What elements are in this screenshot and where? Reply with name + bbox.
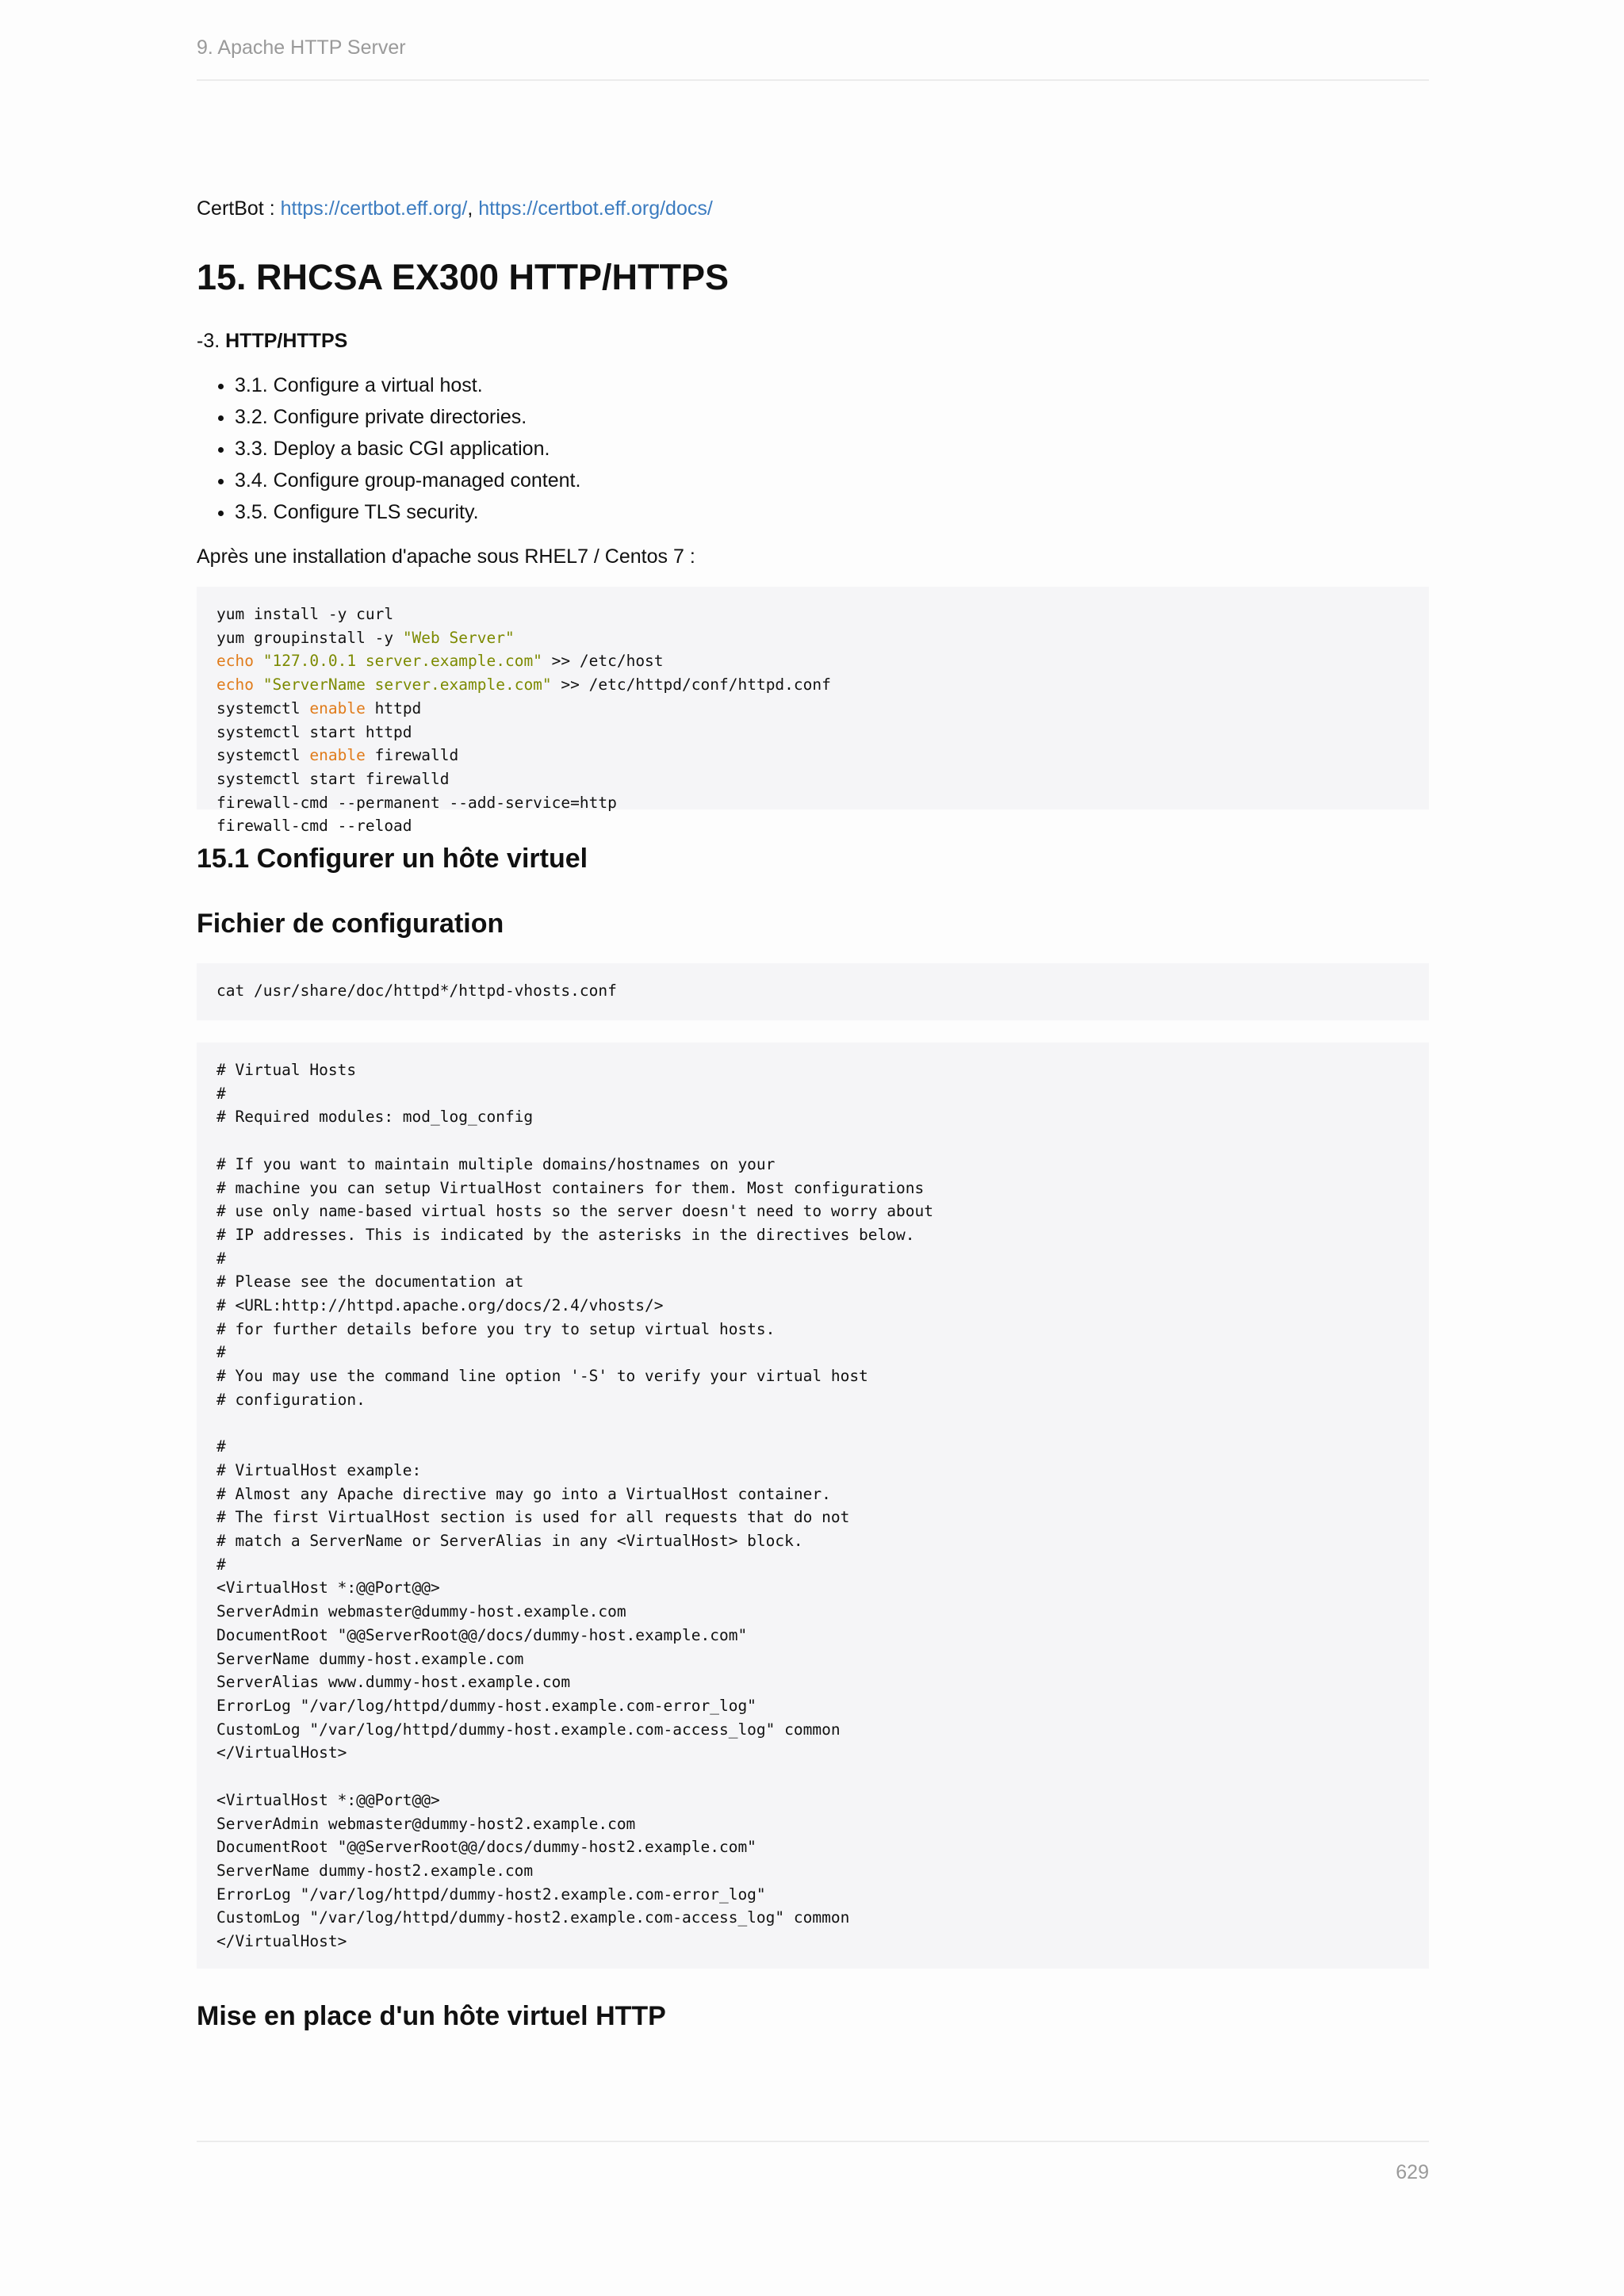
footer-divider [197,2141,1429,2142]
objective-label-bold: HTTP/HTTPS [225,330,348,352]
vhosts-conf-block: # Virtual Hosts # # Required modules: mod_log_config # If you want to maintain multiple domains/hostnames on your # machine you can setup VirtualHost containers for them. Most configurations # use only name-based virtual hosts so the server doesn't need to worry about # IP addresses. This is indicated by the asterisks in the directives below. # # Please see the documentation at # <URL:http://httpd.apache.org/docs/2.4/vhosts/> # for further details before you try to setup virtual hosts. # # You may use the command line option '-S' to verify your virtual host # configuration. # # VirtualHost example: # Almost any Apache directive may go into a VirtualHost container. # The first VirtualHost section is used for all requests that do not # match a ServerName or ServerAlias in any <VirtualHost> block. # <VirtualHost *:@@Port@@> ServerAdmin webmaster@dummy-host.example.com DocumentRoot "@@ServerRoot@@/docs/dummy-host.example.com" ServerName dummy-host.example.com ServerAlias www.dummy-host.example.com ErrorLog "/var/log/httpd/dummy-host.example.com-error_log" CustomLog "/var/log/httpd/dummy-host.example.com-access_log" common </VirtualHost> <VirtualHost *:@@Port@@> ServerAdmin webmaster@dummy-host2.example.com DocumentRoot "@@ServerRoot@@/docs/dummy-host2.example.com" ServerName dummy-host2.example.com ErrorLog "/var/log/httpd/dummy-host2.example.com-error_log" CustomLog "/var/log/httpd/dummy-host2.example.com-access_log" common </VirtualHost> [197,1043,1429,1969]
objectives-list [197,369,1429,528]
certbot-docs-link[interactable]: https://certbot.eff.org/docs/ [478,197,713,220]
running-header: 9. Apache HTTP Server [197,36,406,59]
subsection-title: 15.1 Configurer un hôte virtuel [197,844,588,874]
certbot-site-link[interactable]: https://certbot.eff.org/ [280,197,468,220]
section-title: 15. RHCSA EX300 HTTP/HTTPS [197,257,730,297]
vhost-setup-heading: Mise en place d'un hôte virtuel HTTP [197,2001,666,2031]
page-content [197,193,1429,2034]
config-file-heading: Fichier de configuration [197,909,504,939]
certbot-line [197,193,1429,224]
intro-paragraph: Après une installation d'apache sous RHEL7 / Centos 7 : [197,545,695,568]
objective-item: • 3.2. Configure private directories. [235,401,1429,433]
cat-command-block: cat /usr/share/doc/httpd*/httpd-vhosts.conf [197,963,1429,1020]
objective-item: • 3.3. Deploy a basic CGI application. [235,433,1429,465]
header-divider [197,79,1429,81]
objective-label: -3. HTTP/HTTPS [197,330,348,352]
install-code-block: yum install -y curl yum groupinstall -y "Web Server" echo "127.0.0.1 server.example.com" >> /etc/host echo "ServerName server.example.com" >> /etc/httpd/conf/httpd.conf systemctl enable httpd systemctl start httpd systemctl enable firewalld systemctl start firewalld firewall-cmd --permanent --add-service=http firewall-cmd --reload [197,587,1429,809]
certbot-separator: , [467,197,479,220]
objective-item: • 3.1. Configure a virtual host. [235,369,1429,401]
objective-item: • 3.5. Configure TLS security. [235,496,1429,528]
certbot-label: CertBot : [197,197,281,220]
page-number: 629 [1396,2161,1429,2183]
objective-item: • 3.4. Configure group-managed content. [235,465,1429,496]
